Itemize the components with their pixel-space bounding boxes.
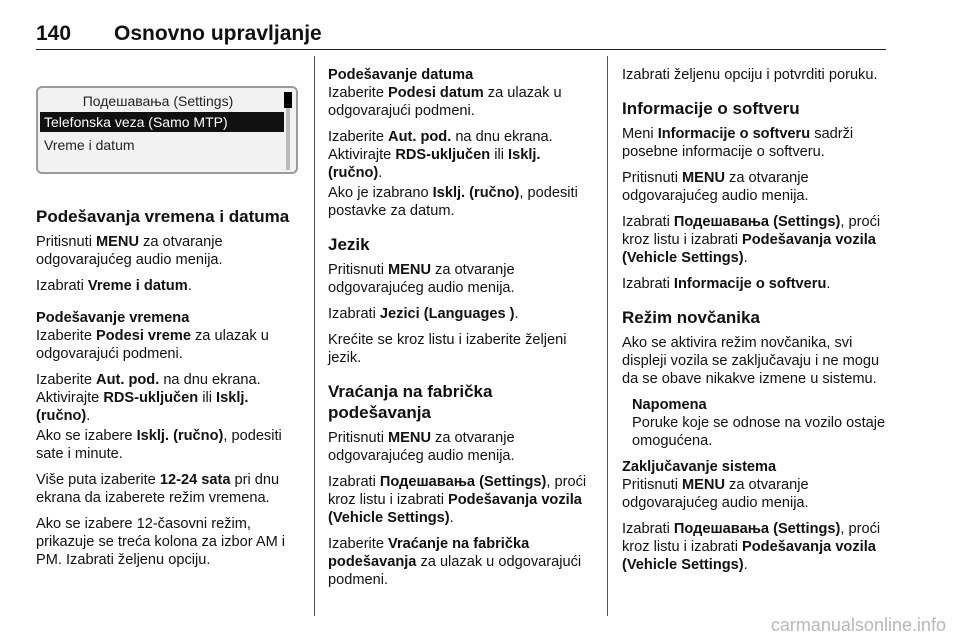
- paragraph: Izabrati Jezici (Languages ).: [328, 306, 519, 322]
- paragraph: Izabrati Подешавања (Settings), proći kroz listu i izabrati Podešavanja vozila (Vehicle Settings).: [328, 474, 587, 526]
- page-header: [36, 20, 886, 50]
- section-heading: Podešavanja vremena i datuma: [36, 207, 290, 226]
- display-screenshot: [36, 86, 298, 174]
- section-heading: Jezik: [328, 235, 370, 254]
- note-text: Poruke koje se odnose na vozilo ostaje omogućena.: [632, 415, 886, 449]
- screen-item: Vreme i datum: [44, 137, 135, 153]
- paragraph: Izabrati Vreme i datum.: [36, 278, 192, 294]
- page-number: 140: [36, 22, 72, 45]
- paragraph: Izaberite Aut. pod. na dnu ekrana. Aktivirajte RDS-uključen ili Isklj. (ručno).: [36, 372, 261, 424]
- paragraph: Izabrati Подешавања (Settings), proći kroz listu i izabrati Podešavanja vozila (Vehicle Settings).: [622, 521, 881, 573]
- section-heading: Vraćanja na fabrička podešavanja: [328, 382, 493, 422]
- watermark: carmanualsonline.info: [770, 615, 946, 635]
- screen-selected-item: Telefonska veza (Samo MTP): [40, 112, 284, 132]
- column-2: [328, 66, 598, 597]
- paragraph: Izaberite Podesi vreme za ulazak u odgovarajući podmeni.: [36, 328, 269, 362]
- column-1: [36, 66, 304, 577]
- paragraph: Ako se aktivira režim novčanika, svi displeji vozila se zaključavaju i ne mogu da se obave nikakve izmene u sistemu.: [622, 335, 880, 387]
- paragraph: Ako je izabrano Isklj. (ručno), podesiti postavke za datum.: [328, 185, 578, 219]
- paragraph: Izabrati željenu opciju i potvrditi poruku.: [622, 67, 878, 83]
- column-divider: [314, 56, 315, 616]
- section-heading: Režim novčanika: [622, 308, 760, 327]
- paragraph: Izaberite Aut. pod. na dnu ekrana. Aktivirajte RDS-uključen ili Isklj. (ručno).: [328, 129, 553, 181]
- paragraph: Pritisnuti MENU za otvaranje odgovarajućeg audio menija.: [328, 430, 515, 464]
- column-divider: [607, 56, 608, 616]
- paragraph: Ako se izabere 12-časovni režim, prikazuje se treća kolona za izbor AM i PM. Izabrati željenu opciju.: [36, 516, 286, 568]
- paragraph: Pritisnuti MENU za otvaranje odgovarajućeg audio menija.: [36, 234, 223, 268]
- note-box: [632, 396, 892, 450]
- paragraph: Pritisnuti MENU za otvaranje odgovarajućeg audio menija.: [328, 262, 515, 296]
- paragraph: Više puta izaberite 12-24 sata pri dnu ekrana da izaberete režim vremena.: [36, 472, 280, 506]
- column-3: [622, 66, 892, 582]
- paragraph: Meni Informacije o softveru sadrži posebne informacije o softveru.: [622, 126, 854, 160]
- screen-scroll-thumb: [284, 92, 292, 108]
- paragraph: Pritisnuti MENU za otvaranje odgovarajućeg audio menija.: [622, 170, 809, 204]
- paragraph: Izaberite Vraćanje na fabrička podešavanja za ulazak u odgovarajući podmeni.: [328, 536, 582, 588]
- subheading: Zaključavanje sistema: [622, 459, 777, 475]
- section-heading: Informacije o softveru: [622, 99, 800, 118]
- paragraph: Izabrati Informacije o softveru.: [622, 276, 831, 292]
- paragraph: Izaberite Podesi datum za ulazak u odgovarajući podmeni.: [328, 85, 562, 119]
- paragraph: Ako se izabere Isklj. (ručno), podesiti sate i minute.: [36, 428, 282, 462]
- screen-title: Подешавања (Settings): [82, 93, 234, 109]
- chapter-title: Osnovno upravljanje: [114, 22, 322, 45]
- paragraph: Pritisnuti MENU za otvaranje odgovarajućeg audio menija.: [622, 477, 809, 511]
- subheading: Podešavanje datuma: [328, 67, 474, 83]
- subheading: Podešavanje vremena: [36, 310, 190, 326]
- paragraph: Izabrati Подешавања (Settings), proći kroz listu i izabrati Podešavanja vozila (Vehicle Settings).: [622, 214, 881, 266]
- paragraph: Krećite se kroz listu i izaberite željeni jezik.: [328, 332, 567, 366]
- note-title: Napomena: [632, 397, 707, 413]
